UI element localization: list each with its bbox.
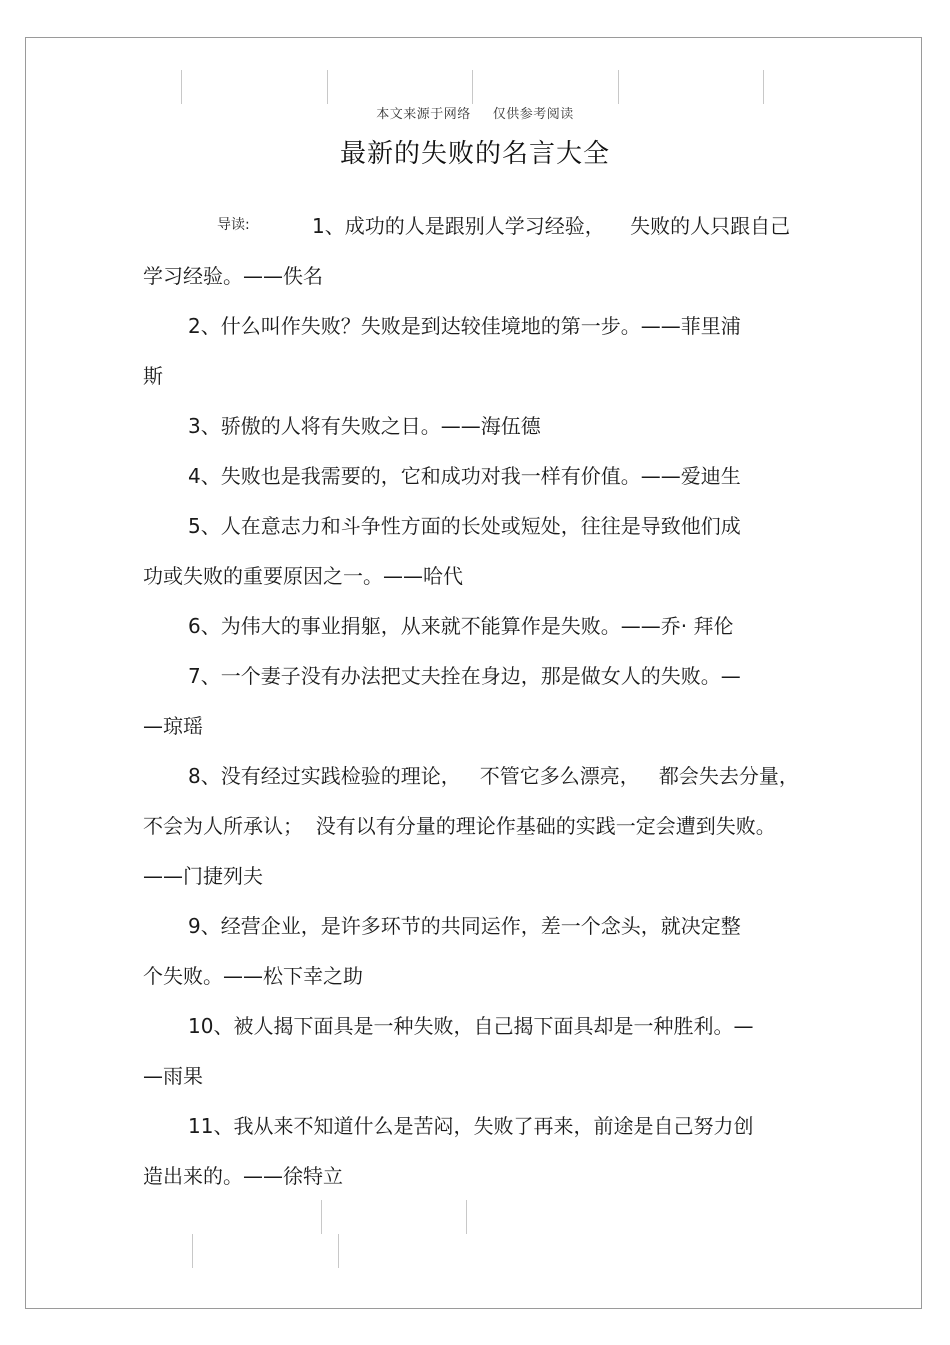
text-line: 5、人在意志力和斗争性方面的长处或短处，往往是导致他们成 — [188, 514, 741, 538]
decor-tick — [327, 70, 328, 104]
decor-tick — [466, 1200, 467, 1234]
intro-label: 导读: — [217, 217, 250, 233]
text-line: 9、经营企业，是许多环节的共同运作，差一个念头，就决定整 — [188, 914, 741, 938]
decor-tick — [763, 70, 764, 104]
decor-tick — [338, 1234, 339, 1268]
reference-text: 仅供参考阅读 — [492, 107, 574, 122]
text-line: 2、什么叫作失败？失败是到达较佳境地的第一步。——菲里浦 — [188, 314, 741, 338]
document-title: 最新的失败的名言大全 — [339, 139, 610, 169]
text-line: 学习经验。——佚名 — [143, 264, 323, 288]
text-line: 4、失败也是我需要的，它和成功对我一样有价值。——爱迪生 — [188, 464, 741, 488]
text-line: 斯 — [143, 364, 163, 388]
decor-tick — [472, 70, 473, 104]
text-line: 1、成功的人是跟别人学习经验， 失败的人只跟自己 — [312, 214, 791, 238]
decor-tick — [321, 1200, 322, 1234]
text-line: 功或失败的重要原因之一。——哈代 — [143, 564, 463, 588]
text-line: 造出来的。——徐特立 — [143, 1164, 343, 1188]
text-line: 10、被人揭下面具是一种失败，自己揭下面具却是一种胜利。— — [188, 1014, 754, 1038]
source-text: 本文来源于网络 — [376, 107, 471, 122]
text-line: 个失败。——松下幸之助 — [143, 964, 363, 988]
text-line: 6、为伟大的事业捐躯，从来就不能算作是失败。——乔· 拜伦 — [188, 614, 734, 638]
decor-tick — [192, 1234, 193, 1268]
source-note — [0, 103, 950, 122]
text-line: 7、一个妻子没有办法把丈夫拴在身边，那是做女人的失败。— — [188, 664, 741, 688]
text-line: 11、我从来不知道什么是苦闷，失败了再来，前途是自己努力创 — [188, 1114, 754, 1138]
decor-tick — [181, 70, 182, 104]
text-line: —雨果 — [143, 1064, 203, 1088]
decor-tick — [618, 70, 619, 104]
text-line: 8、没有经过实践检验的理论， 不管它多么漂亮， 都会失去分量， — [188, 764, 799, 788]
text-line: 3、骄傲的人将有失败之日。——海伍德 — [188, 414, 541, 438]
text-line: ——门捷列夫 — [143, 864, 263, 888]
text-line: —琼瑶 — [143, 714, 203, 738]
text-line: 不会为人所承认； 没有以有分量的理论作基础的实践一定会遭到失败。 — [143, 814, 776, 838]
